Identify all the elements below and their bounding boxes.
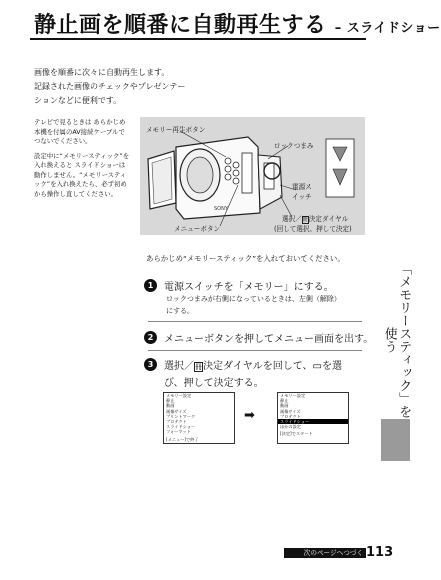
menu-footer: [決定]でスタート [280, 431, 313, 437]
arrow-right-icon: ➡ [244, 408, 255, 423]
menu-item: 静止 [280, 398, 289, 404]
menu-screen-before [163, 392, 235, 444]
menu-item: メモリー設定 [280, 393, 306, 398]
menu-item: メモリー設定 [166, 393, 192, 398]
menu-item: プリントマーク [166, 413, 196, 419]
menu-item: 画像サイズ [280, 408, 301, 414]
menu-item: 静止 [166, 398, 175, 404]
camera-diagram [140, 117, 365, 235]
menu-item: プロテクト [280, 413, 301, 419]
svg-text:SONY: SONY [214, 206, 228, 212]
label-select-dial [282, 213, 348, 223]
divider [148, 321, 362, 322]
step-note: ロックつまみが右側になっているときは、左側（解除） [166, 295, 341, 303]
step-text-part: 選択／ [164, 361, 194, 372]
section-tab-text: 「メモリースティック」を使う [381, 262, 412, 418]
step-text-part: 決定ダイヤルを回して、 [203, 361, 313, 372]
divider [148, 350, 362, 351]
intro-line: ションなどに便利です。 [34, 96, 122, 105]
section-tab [381, 262, 412, 418]
step-text [164, 357, 342, 372]
prep-instruction: あらかじめ“メモリースティック”を入れておいてください。 [146, 254, 345, 263]
side-note-tv: テレビで見るときは あらかじめ本機を付属のAV接続ケーブルでつないでください。 [34, 118, 126, 145]
page-number: 113 [366, 545, 394, 560]
label-lock-knob: ロックつまみ [274, 142, 314, 150]
step-text: 電源スイッチを「メモリー」にする。 [164, 282, 334, 293]
label-select-dial-2: (回して選択、押して決定) [274, 225, 352, 233]
section-tab-marker [381, 419, 410, 461]
menu-item: フォーマット [166, 429, 191, 435]
side-note-warning: 設定中に“メモリースティック”を入れ換えると スライドショーは動作しません。“メモリースティック”を入れ換えたら、必ず初めから操作し直してください。 [34, 151, 130, 198]
step-number: 3 [144, 358, 157, 371]
label-menu-button: メニューボタン [174, 225, 221, 233]
step-number: 1 [144, 279, 157, 292]
select-dial-icon: 冊 [302, 217, 308, 223]
step-number: 2 [144, 331, 157, 344]
label-memory-play-button: メモリー再生ボタン [146, 126, 206, 134]
menu-item: スライドショー [278, 419, 348, 424]
menu-footer: [メニュー]で終了 [166, 436, 199, 442]
step-note: にする。 [166, 307, 194, 315]
title-main: 静止画を順番に自動再生する [34, 13, 327, 38]
menu-item: プロテクト [166, 419, 187, 425]
menu-item: ほかの設定 [280, 424, 301, 430]
step-text: メニューボタンを押してメニュー画面を出す。 [164, 334, 374, 345]
intro-line: 画像を順番に次々に自動再生します。 [34, 68, 170, 77]
select-dial-icon: 冊 [195, 363, 202, 371]
label-select-text: 選択／ [282, 215, 302, 223]
menu-item: 動画 [166, 403, 175, 409]
step-text-part: を選 [321, 361, 342, 372]
title-rule [30, 38, 366, 40]
label-power-switch: 電源ス [292, 183, 312, 191]
page-title [34, 8, 441, 39]
title-subtitle: – スライドショー [334, 21, 441, 36]
intro-text [34, 66, 185, 108]
side-note [34, 118, 130, 204]
label-power-switch-2: イッチ [292, 193, 312, 201]
intro-line: 記録された画像のチェックやプレゼンテー [34, 82, 186, 91]
menu-item: 画像サイズ [166, 408, 187, 414]
menu-screen-after [277, 392, 349, 444]
step-text-2: び、押して決定する。 [164, 378, 264, 389]
menu-item: 動画 [280, 403, 289, 409]
slideshow-icon: ▭ [312, 361, 322, 372]
menu-item: スライドショー [166, 424, 196, 430]
next-page-label: 次のページへつづく [284, 548, 366, 558]
label-select-rest: 決定ダイヤル [308, 215, 349, 223]
